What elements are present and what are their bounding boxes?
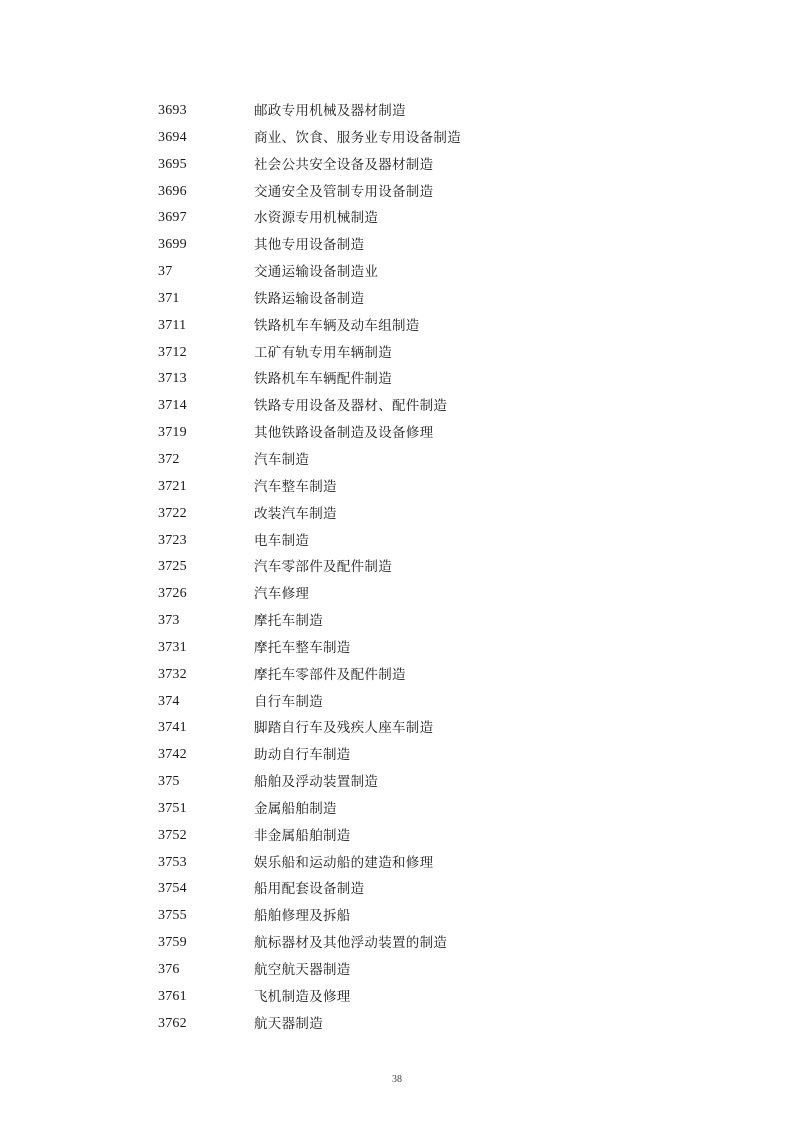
industry-code: 3751 bbox=[158, 800, 187, 816]
table-row bbox=[158, 98, 598, 125]
industry-name: 改装汽车制造 bbox=[254, 505, 337, 522]
table-row bbox=[158, 769, 598, 796]
table-row bbox=[158, 205, 598, 232]
industry-code: 3742 bbox=[158, 747, 187, 763]
table-row bbox=[158, 447, 598, 474]
industry-code: 3725 bbox=[158, 559, 187, 575]
industry-code: 375 bbox=[158, 774, 180, 790]
table-row bbox=[158, 796, 598, 823]
table-row bbox=[158, 286, 598, 313]
industry-name: 其他铁路设备制造及设备修理 bbox=[254, 425, 434, 442]
table-row bbox=[158, 340, 598, 367]
industry-name: 脚踏自行车及残疾人座车制造 bbox=[254, 720, 434, 737]
industry-code: 3719 bbox=[158, 425, 187, 441]
industry-code: 3714 bbox=[158, 398, 187, 414]
industry-name: 社会公共安全设备及器材制造 bbox=[254, 156, 434, 173]
industry-code: 3693 bbox=[158, 103, 187, 118]
industry-code: 3755 bbox=[158, 908, 187, 924]
table-row bbox=[158, 742, 598, 769]
industry-name: 娱乐船和运动船的建造和修理 bbox=[254, 854, 434, 871]
industry-name: 船舶及浮动装置制造 bbox=[254, 774, 379, 791]
industry-name: 电车制造 bbox=[254, 532, 310, 549]
table-row bbox=[158, 528, 598, 555]
industry-code: 374 bbox=[158, 693, 180, 709]
table-row bbox=[158, 635, 598, 662]
table-row bbox=[158, 152, 598, 179]
industry-name: 船用配套设备制造 bbox=[254, 881, 365, 898]
table-row bbox=[158, 232, 598, 259]
industry-code: 3694 bbox=[158, 129, 187, 145]
industry-name: 商业、饮食、服务业专用设备制造 bbox=[254, 129, 461, 146]
industry-code: 3759 bbox=[158, 935, 187, 951]
industry-name: 飞机制造及修理 bbox=[254, 988, 351, 1005]
industry-code: 3762 bbox=[158, 1015, 187, 1031]
industry-name: 航天器制造 bbox=[254, 1015, 323, 1032]
industry-code: 3711 bbox=[158, 317, 187, 333]
page-number: 38 bbox=[392, 1074, 402, 1085]
industry-name: 摩托车零部件及配件制造 bbox=[254, 666, 406, 683]
table-row bbox=[158, 984, 598, 1011]
industry-code: 3699 bbox=[158, 237, 187, 253]
industry-code: 3754 bbox=[158, 881, 187, 897]
table-row bbox=[158, 715, 598, 742]
table-row bbox=[158, 930, 598, 957]
industry-name: 非金属船舶制造 bbox=[254, 827, 351, 844]
table-row bbox=[158, 393, 598, 420]
table-row bbox=[158, 125, 598, 152]
industry-code: 37 bbox=[158, 264, 173, 280]
table-row bbox=[158, 876, 598, 903]
industry-code: 3761 bbox=[158, 988, 187, 1004]
industry-name: 航空航天器制造 bbox=[254, 962, 351, 978]
industry-name: 自行车制造 bbox=[254, 693, 323, 710]
industry-name: 摩托车制造 bbox=[254, 613, 323, 630]
industry-name: 铁路运输设备制造 bbox=[254, 290, 365, 307]
table-row bbox=[158, 689, 598, 716]
table-row bbox=[158, 420, 598, 447]
table-row bbox=[158, 608, 598, 635]
table-row bbox=[158, 259, 598, 286]
industry-code: 3741 bbox=[158, 720, 187, 736]
table-row bbox=[158, 313, 598, 340]
industry-code: 3722 bbox=[158, 505, 187, 521]
table-row bbox=[158, 1011, 598, 1038]
industry-name: 汽车修理 bbox=[254, 586, 310, 603]
industry-name: 水资源专用机械制造 bbox=[254, 210, 379, 227]
industry-code: 3753 bbox=[158, 854, 187, 870]
industry-code-table bbox=[158, 98, 598, 1038]
table-row bbox=[158, 850, 598, 877]
industry-name: 汽车整车制造 bbox=[254, 478, 337, 495]
industry-code: 376 bbox=[158, 962, 180, 977]
table-row bbox=[158, 554, 598, 581]
industry-name: 邮政专用机械及器材制造 bbox=[254, 103, 406, 119]
industry-name: 铁路机车车辆及动车组制造 bbox=[254, 317, 420, 334]
industry-code: 3695 bbox=[158, 156, 187, 172]
industry-code: 3731 bbox=[158, 639, 187, 655]
industry-name: 工矿有轨专用车辆制造 bbox=[254, 344, 392, 361]
industry-code: 3696 bbox=[158, 183, 187, 199]
industry-code: 3732 bbox=[158, 666, 187, 682]
table-row bbox=[158, 474, 598, 501]
industry-code: 3726 bbox=[158, 586, 187, 602]
industry-name: 船舶修理及拆船 bbox=[254, 908, 351, 925]
industry-name: 金属船舶制造 bbox=[254, 800, 337, 817]
industry-code: 3712 bbox=[158, 344, 187, 360]
table-row bbox=[158, 662, 598, 689]
industry-code: 371 bbox=[158, 290, 180, 306]
industry-code: 3721 bbox=[158, 478, 187, 494]
table-row bbox=[158, 366, 598, 393]
industry-name: 交通运输设备制造业 bbox=[254, 264, 379, 281]
industry-name: 交通安全及管制专用设备制造 bbox=[254, 183, 434, 200]
table-row bbox=[158, 823, 598, 850]
industry-code: 3713 bbox=[158, 371, 187, 387]
table-row bbox=[158, 179, 598, 206]
industry-name: 摩托车整车制造 bbox=[254, 639, 351, 656]
industry-code: 372 bbox=[158, 451, 180, 467]
industry-name: 汽车零部件及配件制造 bbox=[254, 559, 392, 576]
industry-code: 3723 bbox=[158, 532, 187, 548]
table-row bbox=[158, 581, 598, 608]
table-row bbox=[158, 501, 598, 528]
industry-code: 3752 bbox=[158, 827, 187, 843]
industry-name: 航标器材及其他浮动装置的制造 bbox=[254, 935, 448, 952]
industry-name: 其他专用设备制造 bbox=[254, 237, 365, 254]
industry-name: 铁路专用设备及器材、配件制造 bbox=[254, 398, 448, 415]
industry-code: 373 bbox=[158, 613, 180, 629]
table-row bbox=[158, 957, 598, 984]
industry-name: 汽车制造 bbox=[254, 451, 310, 468]
industry-name: 铁路机车车辆配件制造 bbox=[254, 371, 392, 388]
industry-name: 助动自行车制造 bbox=[254, 747, 351, 764]
table-row bbox=[158, 903, 598, 930]
industry-code: 3697 bbox=[158, 210, 187, 226]
